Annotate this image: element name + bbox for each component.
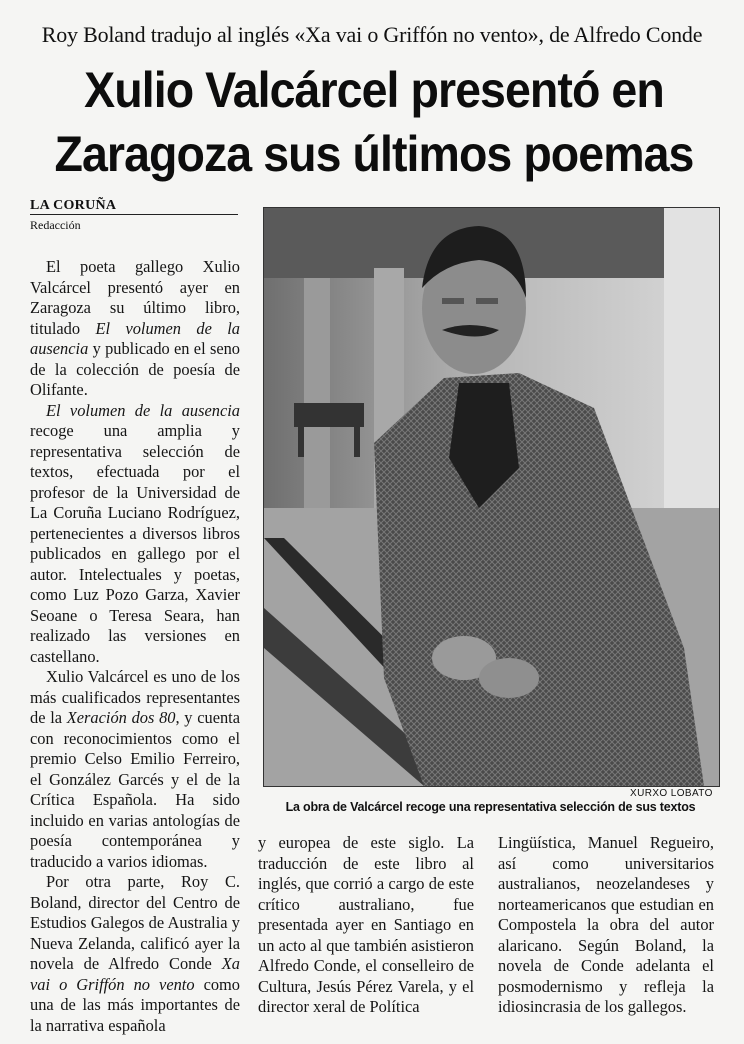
paragraph-2: El volumen de la ausencia recoge una amplia y representativa selección de textos, efectuada por el profesor de la Universidad de La Coruña Luciano Rodríguez, pertenecientes a diversos libros publicados en gallego por el autor. Intelectuales y poetas, como Luz Pozo Garza, Xavier Seoane o Teresa Seara, han realizado las versiones en castellano. — [30, 400, 240, 666]
paragraph-continued: Lingüística, Manuel Regueiro, así como universitarios australianos, neozelandeses y norteamericanos que estudian en Compostela la obra del autor alaricano. Según Boland, la novela de Conde adelanta el posmodernismo y refleja la idiosincrasia de los gallegos. — [498, 833, 714, 1016]
book-title: El volumen de la ausencia — [46, 400, 240, 420]
book-title: El volumen de la ausencia — [30, 318, 240, 358]
byline-staff: Redacción — [30, 218, 81, 232]
photo-caption: La obra de Valcárcel recoge una representativa selección de sus textos — [285, 800, 696, 814]
body-column-2 — [258, 833, 474, 1018]
byline-city: LA CORUÑA — [30, 198, 117, 213]
paragraph-4: Por otra parte, Roy C. Boland, director del Centro de Estudios Galegos de Australia y Nueva Zelanda, calificó ayer la novela de Alfredo Conde Xa vai o Griffón no vento como una de las más importantes de la narrativa española — [30, 872, 241, 1035]
portrait-photo — [263, 207, 720, 787]
byline-divider — [30, 214, 238, 215]
body-column-1 — [30, 257, 240, 1036]
body-column-3 — [498, 833, 714, 1018]
headline-line-2: Zaragoza sus últimos poemas — [54, 126, 694, 182]
headline-line-1: Xulio Valcárcel presentó en — [84, 62, 664, 118]
novel-title: Xa vai o Griffón no vento — [30, 954, 240, 994]
portrait-illustration — [264, 208, 719, 786]
article-headline — [49, 58, 700, 186]
photo-credit: XURXO LOBATO — [630, 788, 713, 799]
generation-name: Xeración dos 80 — [66, 708, 176, 727]
paragraph-continued: y europea de este siglo. La traducción de este libro al inglés, que corrió a cargo de este crítico australiano, fue presentada ayer en Santiago en un acto al que también asistieron Alfredo Conde, el conselleiro de Cultura, Jesús Pérez Varela, y el director xeral de Política — [258, 833, 474, 1016]
paragraph-1: El poeta gallego Xulio Valcárcel presentó ayer en Zaragoza su último libro, titulado El volumen de la ausencia y publicado en el seno de la colección de poesía de Olifante. — [30, 257, 240, 399]
paragraph-3: Xulio Valcárcel es uno de los más cualificados representantes de la Xeración dos 80, y cuenta con reconocimientos como el premio Celso Emilio Ferreiro, el González Garcés y el de la Crítica Española. Ha sido incluido en varias antologías de poesía contemporánea y traducido a varios idiomas. — [30, 667, 240, 871]
article-kicker: Roy Boland tradujo al inglés «Xa vai o Griffón no vento», de Alfredo Conde — [41, 22, 703, 47]
